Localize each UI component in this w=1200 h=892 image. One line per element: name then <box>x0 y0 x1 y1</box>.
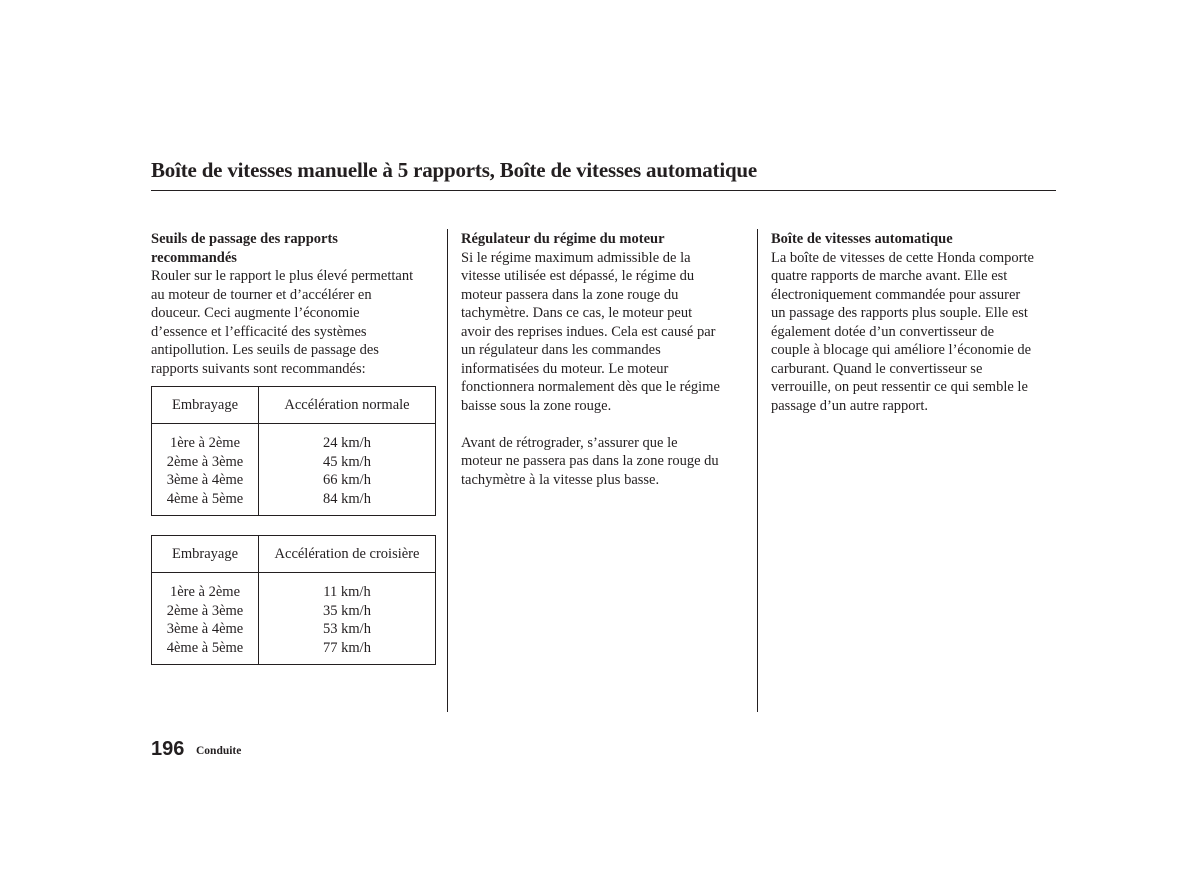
speed-cell: 66 km/h <box>323 472 371 488</box>
header-shift: Embrayage <box>152 536 259 572</box>
shift-cell: 4ème à 5ème <box>166 490 244 507</box>
cruise-acceleration-table <box>151 535 436 665</box>
table-body <box>152 573 435 665</box>
speed-cell: 11 km/h <box>323 584 371 600</box>
shift-cell: 1ère à 2ème <box>169 435 241 451</box>
shift-cell: 2ème à 3ème <box>166 602 244 619</box>
heading-line: Seuils de passage des rapports <box>151 231 338 247</box>
shift-cell: 2ème à 3ème <box>166 453 244 470</box>
text-line: antipollution. Les seuils de passage des <box>151 342 379 358</box>
title-rule <box>151 190 1056 191</box>
speed-column <box>259 573 435 665</box>
speed-cell: 24 km/h <box>323 435 371 451</box>
text-line: passage d’un autre rapport. <box>771 397 929 414</box>
shift-column <box>152 424 259 516</box>
text-line: également dotée d’un convertisseur de <box>771 323 995 340</box>
column-engine-governor <box>461 230 748 489</box>
text-line: moteur passera dans la zone rouge du <box>461 286 679 303</box>
text-line: quatre rapports de marche avant. Elle est <box>771 268 1008 284</box>
text-line: La boîte de vitesses de cette Honda comporte <box>771 249 1034 266</box>
shift-cell: 4ème à 5ème <box>166 639 244 656</box>
text-line: Avant de rétrograder, s’assurer que le <box>461 434 678 451</box>
text-line: un passage des rapports plus souple. Elle est <box>771 305 1028 321</box>
shift-points-heading <box>151 230 438 267</box>
shift-points-text <box>151 267 438 378</box>
text-line: baisse sous la zone rouge. <box>461 397 612 414</box>
header-acceleration: Accélération normale <box>284 397 410 413</box>
column-divider-2 <box>757 229 758 712</box>
text-line: rapports suivants sont recommandés: <box>151 360 366 377</box>
speed-cell: 84 km/h <box>323 490 371 507</box>
page-number: 196 <box>151 738 185 760</box>
automatic-transmission-heading: Boîte de vitesses automatique <box>771 231 953 247</box>
text-line: fonctionnera normalement dès que le régime <box>461 379 720 395</box>
header-acceleration: Accélération de croisière <box>274 546 420 562</box>
page-title: Boîte de vitesses manuelle à 5 rapports, Boîte de vitesses automatique <box>151 158 758 182</box>
engine-governor-heading: Régulateur du régime du moteur <box>461 231 665 247</box>
text-line: Si le régime maximum admissible de la <box>461 249 691 266</box>
text-line: d’essence et l’efficacité des systèmes <box>151 323 367 340</box>
text-line: couple à blocage qui améliore l’économie de <box>771 342 1032 358</box>
text-line: Rouler sur le rapport le plus élevé permettant <box>151 268 414 284</box>
section-name: Conduite <box>196 745 242 757</box>
text-line: électroniquement commandée pour assurer <box>771 286 1021 303</box>
shift-cell: 1ère à 2ème <box>169 584 241 600</box>
shift-cell: 3ème à 4ème <box>166 621 244 637</box>
text-line: vitesse utilisée est dépassé, le régime du <box>461 268 695 284</box>
table-body <box>152 424 435 516</box>
normal-acceleration-table <box>151 386 436 516</box>
text-line: tachymètre à la vitesse plus basse. <box>461 471 660 488</box>
text-line: avoir des reprises indues. Cela est causé par <box>461 323 716 340</box>
text-line: douceur. Ceci augmente l’économie <box>151 305 360 321</box>
heading-line: recommandés <box>151 249 237 266</box>
text-line: un régulateur dans les commandes <box>461 342 661 358</box>
text-line: verrouille, on peut ressentir ce qui semble le <box>771 379 1028 395</box>
engine-governor-text <box>461 249 748 416</box>
speed-column <box>259 424 435 516</box>
shift-column <box>152 573 259 665</box>
column-automatic-transmission <box>771 230 1058 415</box>
header-shift: Embrayage <box>152 387 259 423</box>
table-header <box>152 536 435 573</box>
speed-cell: 53 km/h <box>323 621 371 637</box>
speed-cell: 45 km/h <box>323 453 371 470</box>
text-line: au moteur de tourner et d’accélérer en <box>151 286 372 303</box>
table-header <box>152 387 435 424</box>
text-line: carburant. Quand le convertisseur se <box>771 360 983 377</box>
column-divider-1 <box>447 229 448 712</box>
shift-cell: 3ème à 4ème <box>166 472 244 488</box>
downshift-text <box>461 434 748 490</box>
speed-cell: 77 km/h <box>323 639 371 656</box>
automatic-transmission-text <box>771 249 1058 416</box>
speed-cell: 35 km/h <box>323 602 371 619</box>
column-shift-points <box>151 230 438 378</box>
text-line: moteur ne passera pas dans la zone rouge du <box>461 453 719 469</box>
text-line: informatisées du moteur. Le moteur <box>461 360 669 377</box>
text-line: tachymètre. Dans ce cas, le moteur peut <box>461 305 693 321</box>
